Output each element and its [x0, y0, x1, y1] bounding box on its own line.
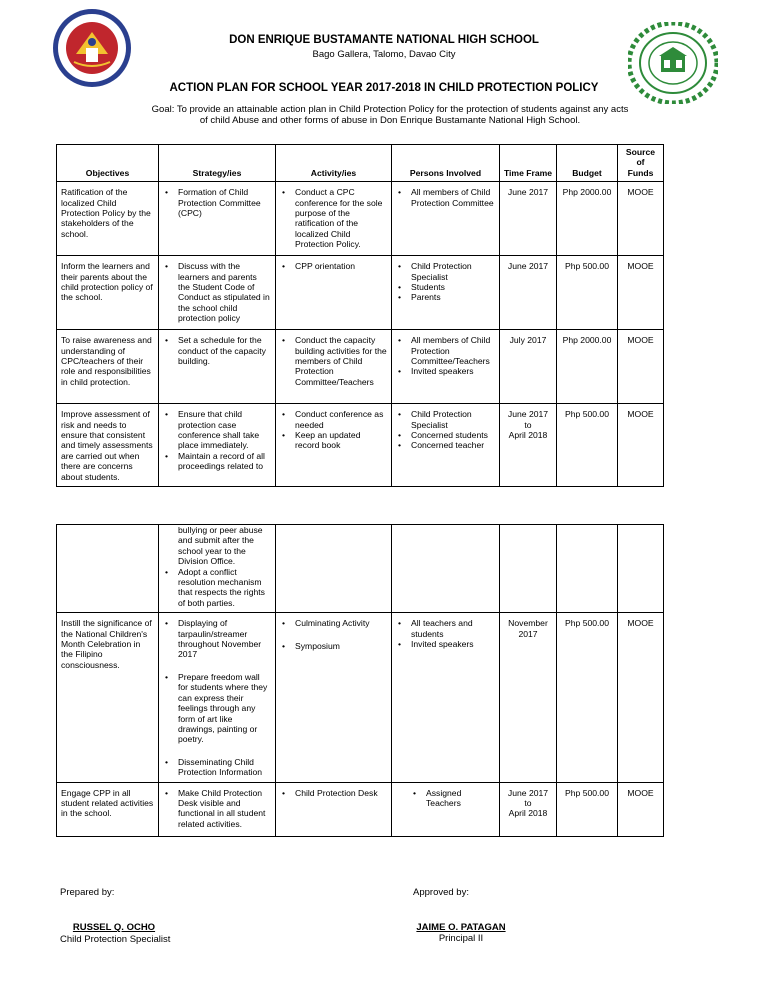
time-frame-line: June 2017 — [507, 409, 549, 420]
list-item: • Concerned students — [411, 430, 495, 440]
action-plan-table-continued — [56, 524, 664, 837]
time-frame-cell: June 2017 — [500, 182, 557, 256]
strategy-cell — [159, 330, 276, 404]
goal-line-1: Goal: To provide an attainable action plan in Child Protection Policy for the protection of students against any acts — [151, 104, 629, 115]
time-frame-cell — [500, 525, 557, 613]
list-item: • All teachers and students — [411, 618, 495, 639]
list-item: • Symposium — [295, 641, 387, 651]
col-header-strategies: Strategy/ies — [159, 145, 276, 182]
source-cell — [618, 525, 664, 613]
goal-line-2: of child Abuse and other forms of abuse in Don Enrique Bustamante National High School. — [199, 115, 581, 126]
time-frame-line: to — [524, 797, 532, 808]
persons-cell — [392, 256, 500, 330]
prepared-by-name: RUSSEL Q. OCHO — [72, 922, 156, 933]
list-item: • Assigned Teachers — [426, 788, 495, 809]
action-plan-table — [56, 144, 664, 487]
col-header-source — [618, 145, 664, 182]
list-item: • Child Protection Desk — [295, 788, 387, 798]
list-item: • Conduct conference as needed — [295, 409, 387, 430]
school-address: Bago Gallera, Talomo, Davao City — [312, 49, 456, 60]
col-header-objectives: Objectives — [57, 145, 159, 182]
objective-cell — [57, 525, 159, 613]
persons-cell — [392, 404, 500, 487]
strategy-cell — [159, 182, 276, 256]
budget-cell: Php 500.00 — [557, 404, 618, 487]
list-item: • Child Protection Specialist — [411, 261, 495, 282]
list-item: • Ensure that child protection case conference shall take place immediately. — [178, 409, 271, 451]
list-item: • All members of Child Protection Committee — [411, 187, 495, 208]
table-row — [57, 330, 664, 404]
objective-cell: Inform the learners and their parents about the child protection policy of the school. — [57, 256, 159, 330]
list-item: • Invited speakers — [411, 639, 495, 649]
list-item: • Keep an updated record book — [295, 430, 387, 451]
list-item: • Discuss with the learners and parents the Student Code of Conduct as stipulated in the school child protection policy — [178, 261, 271, 323]
persons-cell — [392, 613, 500, 782]
table-row — [57, 525, 664, 613]
source-cell: MOOE — [618, 182, 664, 256]
objective-cell: Instill the significance of the National Children's Month Celebration in the Filipino consciousness. — [57, 613, 159, 782]
continued-strategy-text: bullying or peer abuse and submit after the school year to the Division Office. — [178, 525, 263, 567]
list-item: • CPP orientation — [295, 261, 387, 271]
strategy-cell — [159, 256, 276, 330]
col-header-activities: Activity/ies — [276, 145, 392, 182]
approved-by-title: Principal II — [438, 933, 484, 944]
approved-by-block — [411, 922, 511, 944]
budget-cell — [557, 525, 618, 613]
time-frame-line: to — [524, 419, 532, 430]
time-frame-line: June 2017 — [507, 787, 549, 798]
list-item: • Conduct a CPC conference for the sole purpose of the ratification of the localized Child Protection Policy. — [295, 187, 387, 249]
list-item: • Invited speakers — [411, 366, 495, 376]
prepared-by-block — [60, 922, 168, 933]
prepared-by-title: Child Protection Specialist — [60, 934, 171, 945]
list-item: • Formation of Child Protection Committee (CPC) — [178, 187, 271, 218]
objective-cell: To raise awareness and understanding of CPC/teachers of their role and responsibilities in child protection. — [57, 330, 159, 404]
list-item: • Make Child Protection Desk visible and functional in all student related activities. — [178, 788, 271, 830]
approved-by-label: Approved by: — [413, 887, 469, 898]
table-row — [57, 404, 664, 487]
budget-cell: Php 500.00 — [557, 782, 618, 836]
objective-cell: Ratification of the localized Child Protection Policy by the stakeholders of the school. — [57, 182, 159, 256]
activity-cell — [276, 404, 392, 487]
table-row — [57, 256, 664, 330]
activity-cell — [276, 256, 392, 330]
list-item: • Adopt a conflict resolution mechanism that respects the rights of both parties. — [178, 567, 271, 609]
plan-title: ACTION PLAN FOR SCHOOL YEAR 2017-2018 IN CHILD PROTECTION POLICY — [169, 82, 599, 94]
activity-cell — [276, 613, 392, 782]
strategy-cell — [159, 525, 276, 613]
list-item: • Child Protection Specialist — [411, 409, 495, 430]
budget-cell: Php 500.00 — [557, 256, 618, 330]
approved-by-name: JAIME O. PATAGAN — [416, 922, 506, 933]
goal-statement — [130, 104, 650, 126]
objective-cell: Improve assessment of risk and needs to ensure that consistent and timely assessments are carried out when there are concerns about students. — [57, 404, 159, 487]
activity-cell — [276, 330, 392, 404]
source-cell: MOOE — [618, 404, 664, 487]
col-header-persons: Persons Involved — [392, 145, 500, 182]
col-header-budget: Budget — [557, 145, 618, 182]
budget-cell: Php 500.00 — [557, 613, 618, 782]
persons-cell — [392, 182, 500, 256]
source-cell: MOOE — [618, 613, 664, 782]
source-cell: MOOE — [618, 782, 664, 836]
list-item: • Culminating Activity — [295, 618, 387, 628]
budget-cell: Php 2000.00 — [557, 182, 618, 256]
time-frame-line: November — [508, 618, 548, 629]
col-header-time-frame: Time Frame — [500, 145, 557, 182]
strategy-cell — [159, 404, 276, 487]
activity-cell — [276, 525, 392, 613]
time-frame-cell — [500, 613, 557, 782]
list-item: • Disseminating Child Protection Information — [178, 757, 271, 778]
time-frame-cell: June 2017 — [500, 256, 557, 330]
source-cell: MOOE — [618, 330, 664, 404]
source-cell: MOOE — [618, 256, 664, 330]
time-frame-cell — [500, 404, 557, 487]
persons-cell — [392, 330, 500, 404]
list-item: • Parents — [411, 292, 495, 302]
time-frame-cell — [500, 782, 557, 836]
list-item: • All members of Child Protection Committee/Teachers — [411, 335, 495, 366]
time-frame-cell: July 2017 — [500, 330, 557, 404]
time-frame-line: April 2018 — [508, 430, 548, 441]
strategy-cell — [159, 613, 276, 782]
table-header-row — [57, 145, 664, 182]
list-item: • Set a schedule for the conduct of the capacity building. — [178, 335, 271, 366]
list-item: • Students — [411, 282, 495, 292]
col-header-source-line-1: Source of — [625, 147, 656, 168]
strategy-cell — [159, 782, 276, 836]
time-frame-line: April 2018 — [508, 808, 548, 819]
budget-cell: Php 2000.00 — [557, 330, 618, 404]
activity-cell — [276, 782, 392, 836]
table-row — [57, 182, 664, 256]
prepared-by-label: Prepared by: — [60, 887, 115, 898]
col-header-source-line-2: Funds — [627, 167, 654, 178]
list-item: • Conduct the capacity building activities for the members of Child Protection Committee/Teachers — [295, 335, 387, 387]
deped-seal-logo — [52, 8, 132, 88]
list-item: • Concerned teacher — [411, 440, 495, 450]
list-item: • Maintain a record of all proceedings related to — [178, 451, 271, 472]
table-row — [57, 613, 664, 782]
list-item: • Displaying of tarpaulin/streamer throughout November 2017 — [178, 618, 271, 660]
persons-cell — [392, 782, 500, 836]
list-item: • Prepare freedom wall for students where they can express their feelings through any form of art like drawings, painting or poetry. — [178, 672, 271, 745]
activity-cell — [276, 182, 392, 256]
school-name: DON ENRIQUE BUSTAMANTE NATIONAL HIGH SCHOOL — [229, 34, 539, 46]
time-frame-line: 2017 — [518, 628, 538, 639]
objective-cell: Engage CPP in all student related activities in the school. — [57, 782, 159, 836]
persons-cell — [392, 525, 500, 613]
table-row — [57, 782, 664, 836]
